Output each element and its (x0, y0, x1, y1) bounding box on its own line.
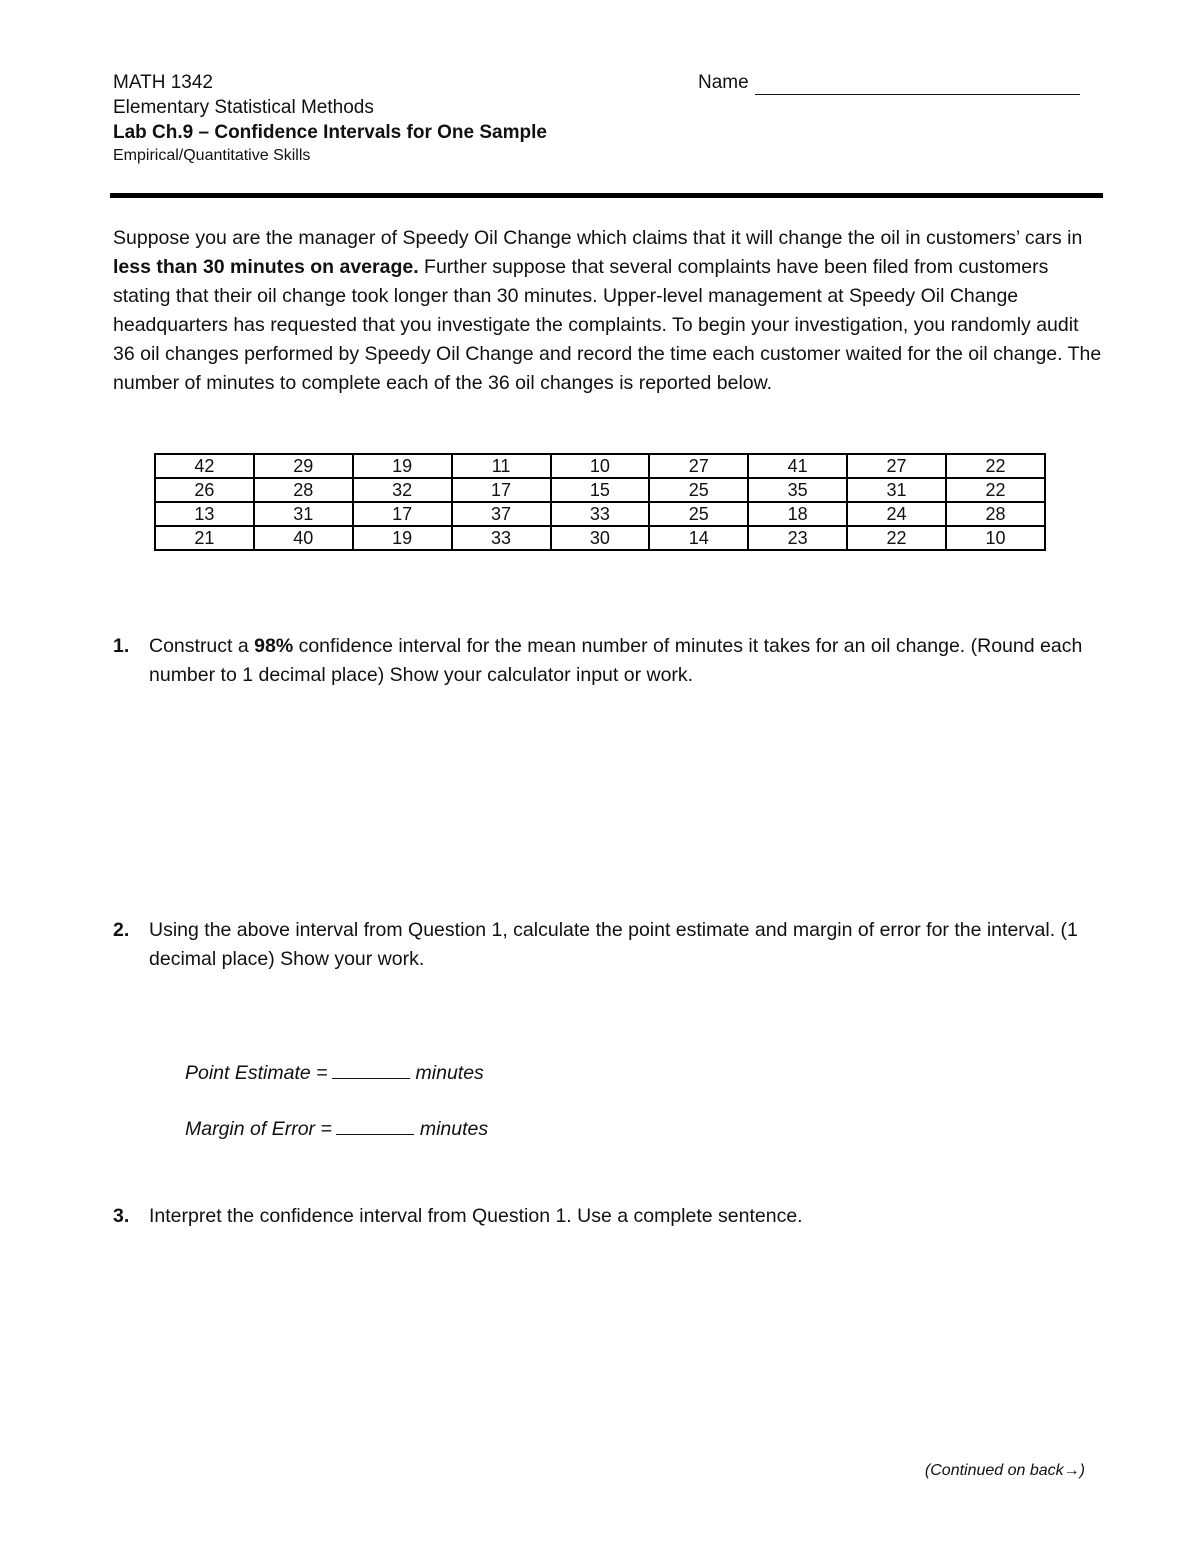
table-cell: 10 (946, 526, 1045, 550)
table-cell: 37 (452, 502, 551, 526)
table-row (155, 454, 1045, 478)
margin-of-error-unit: minutes (419, 1118, 489, 1140)
table-row (155, 502, 1045, 526)
course-code: MATH 1342 (113, 72, 213, 93)
intro-text-end: Further suppose that several complaints have been filed from customers stating that their oil change took longer than 30 minutes. Upper-level management at Speedy Oil Change headquarters has requested that you investigate the complaints. To begin your investigation, you randomly audit 36 oil changes performed by Speedy Oil Change and record the time each customer waited for the oil change. The number of minutes to complete each of the 36 oil changes is reported below. (113, 256, 1102, 394)
table-cell: 11 (452, 454, 551, 478)
table-cell: 31 (254, 502, 353, 526)
table-cell: 31 (847, 478, 946, 502)
table-cell: 40 (254, 526, 353, 550)
margin-of-error-line (185, 1116, 488, 1141)
table-cell: 13 (155, 502, 254, 526)
lab-title: Lab Ch.9 – Confidence Intervals for One Sample (113, 122, 547, 143)
course-title: Elementary Statistical Methods (113, 97, 374, 118)
name-label: Name (698, 72, 749, 93)
table-cell: 33 (551, 502, 650, 526)
table-cell: 26 (155, 478, 254, 502)
intro-paragraph (113, 224, 1103, 398)
table-cell: 28 (946, 502, 1045, 526)
table-cell: 25 (649, 502, 748, 526)
table-row (155, 478, 1045, 502)
margin-of-error-blank[interactable] (336, 1116, 414, 1135)
table-cell: 23 (748, 526, 847, 550)
table-cell: 19 (353, 454, 452, 478)
table-cell: 14 (649, 526, 748, 550)
question-number: 2. (113, 919, 130, 941)
table-cell: 28 (254, 478, 353, 502)
table-cell: 35 (748, 478, 847, 502)
intro-emphasis: less than 30 minutes on average. (113, 256, 419, 278)
table-cell: 22 (946, 454, 1045, 478)
table-cell: 25 (649, 478, 748, 502)
question-text: Using the above interval from Question 1, calculate the point estimate and margin of error for the interval. (1 decimal place) Show your work. (149, 919, 1078, 970)
margin-of-error-label: Margin of Error = (185, 1118, 332, 1140)
table-cell: 22 (847, 526, 946, 550)
table-cell: 41 (748, 454, 847, 478)
skills-label: Empirical/Quantitative Skills (113, 147, 311, 164)
table-cell: 22 (946, 478, 1045, 502)
table-cell: 30 (551, 526, 650, 550)
name-blank-line[interactable] (755, 74, 1080, 95)
table-cell: 10 (551, 454, 650, 478)
table-cell: 27 (649, 454, 748, 478)
intro-text-start: Suppose you are the manager of Speedy Oil Change which claims that it will change the oil in customers’ cars in (113, 227, 1083, 249)
oil-change-times-table (154, 453, 1046, 551)
table-cell: 21 (155, 526, 254, 550)
table-cell: 18 (748, 502, 847, 526)
point-estimate-line (185, 1060, 484, 1085)
name-field (698, 70, 1080, 95)
table-cell: 19 (353, 526, 452, 550)
table-row (155, 526, 1045, 550)
continued-note: (Continued on back→) (924, 1462, 1085, 1479)
point-estimate-unit: minutes (415, 1062, 484, 1084)
confidence-level: 98% (254, 635, 294, 657)
question-2 (113, 916, 1103, 974)
table-cell: 33 (452, 526, 551, 550)
table-cell: 27 (847, 454, 946, 478)
table-cell: 15 (551, 478, 650, 502)
point-estimate-blank[interactable] (332, 1060, 410, 1079)
question-1 (113, 632, 1103, 690)
question-3 (113, 1202, 1103, 1231)
table-cell: 17 (452, 478, 551, 502)
table-cell: 29 (254, 454, 353, 478)
table-cell: 24 (847, 502, 946, 526)
question-number: 3. (113, 1205, 130, 1227)
point-estimate-label: Point Estimate = (185, 1062, 328, 1084)
table-cell: 17 (353, 502, 452, 526)
table-cell: 42 (155, 454, 254, 478)
question-text: Interpret the confidence interval from Question 1. Use a complete sentence. (149, 1205, 803, 1227)
question-number: 1. (113, 635, 130, 657)
header-divider (110, 193, 1103, 198)
question-text: Construct a 98% confidence interval for the mean number of minutes it takes for an oil change. (Round each number to 1 decimal place) Show your calculator input or work. (149, 635, 1083, 686)
table-cell: 32 (353, 478, 452, 502)
